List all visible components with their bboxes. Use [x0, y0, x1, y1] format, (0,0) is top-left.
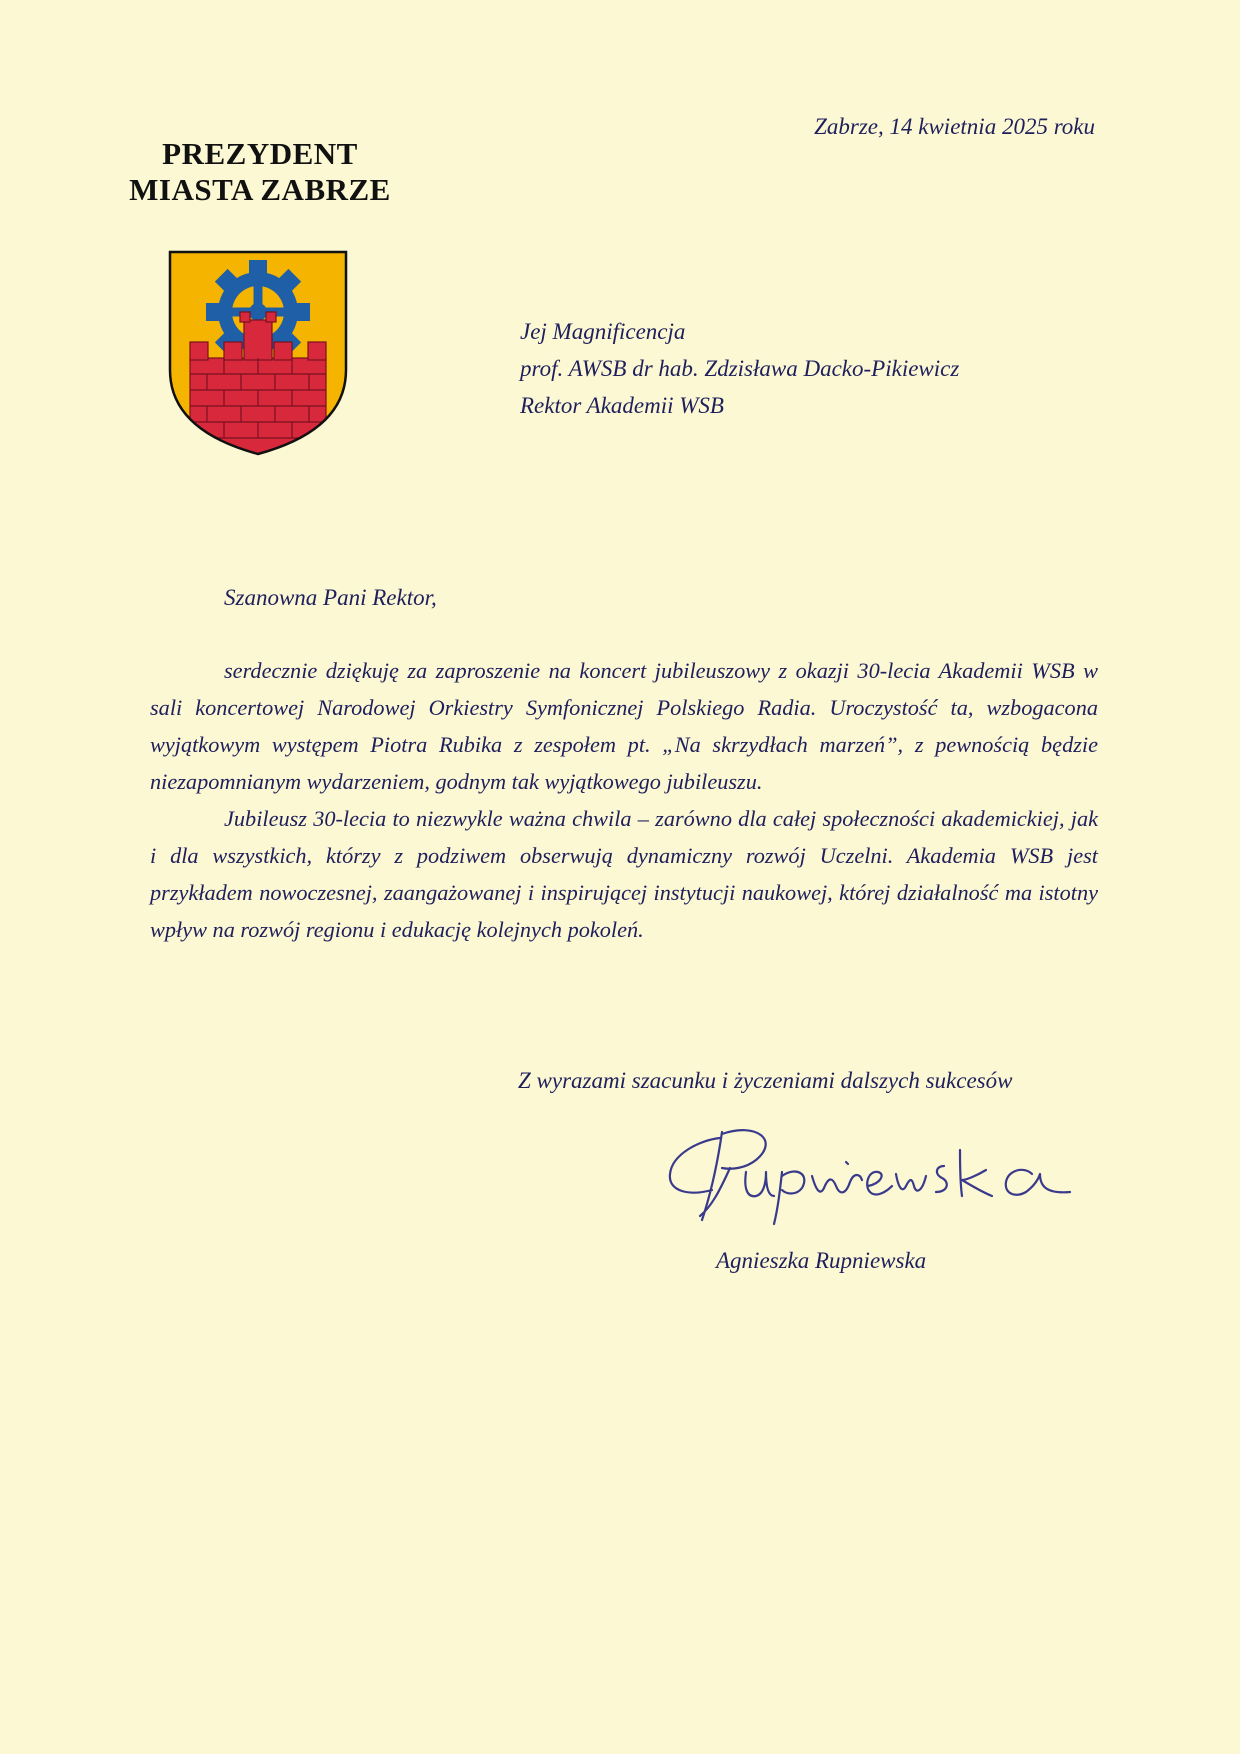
addressee-line-3: Rektor Akademii WSB: [520, 393, 724, 418]
addressee-line-2: prof. AWSB dr hab. Zdzisława Dacko-Pikiewicz: [520, 356, 960, 381]
letter-body: [150, 652, 1098, 948]
body-paragraph-1: serdecznie dziękuję za zaproszenie na koncert jubileuszowy z okazji 30-lecia Akademii WSB w sali koncertowej Narodowej Orkiestry Symfonicznej Polskiego Radia. Uroczystość ta, wzbogacona wyjątkowym występem Piotra Rubika z zespołem pt. „Na skrzydłach marzeń”, z pewnością będzie niezapomnianym wydarzeniem, godnym tak wyjątkowego jubileuszu.: [150, 658, 1098, 794]
letter-date: Zabrze, 14 kwietnia 2025 roku: [814, 114, 1095, 139]
body-paragraph-2: Jubileusz 30-lecia to niezwykle ważna chwila – zarówno dla całej społeczności akademickiej, jak i dla wszystkich, którzy z podziwem obserwują dynamiczny rozwój Uczelni. Akademia WSB jest przykładem nowoczesnej, zaangażowanej i inspirującej instytucji naukowej, której działalność ma istotny wpływ na rozwój regionu i edukację kolejnych pokoleń.: [150, 806, 1098, 942]
closing-line: Z wyrazami szacunku i życzeniami dalszych sukcesów: [518, 1068, 1013, 1093]
handwritten-signature-icon: [660, 1120, 1080, 1230]
addressee-block: [520, 313, 959, 424]
letterhead-title: [100, 136, 420, 208]
signer-name: Agnieszka Rupniewska: [716, 1248, 927, 1273]
letterhead-line-1: PREZYDENT: [162, 136, 358, 171]
zabrze-coat-of-arms-icon: [168, 250, 348, 456]
salutation: Szanowna Pani Rektor,: [224, 585, 437, 610]
addressee-line-1: Jej Magnificencja: [520, 319, 686, 344]
letterhead-line-2: MIASTA ZABRZE: [129, 172, 391, 207]
